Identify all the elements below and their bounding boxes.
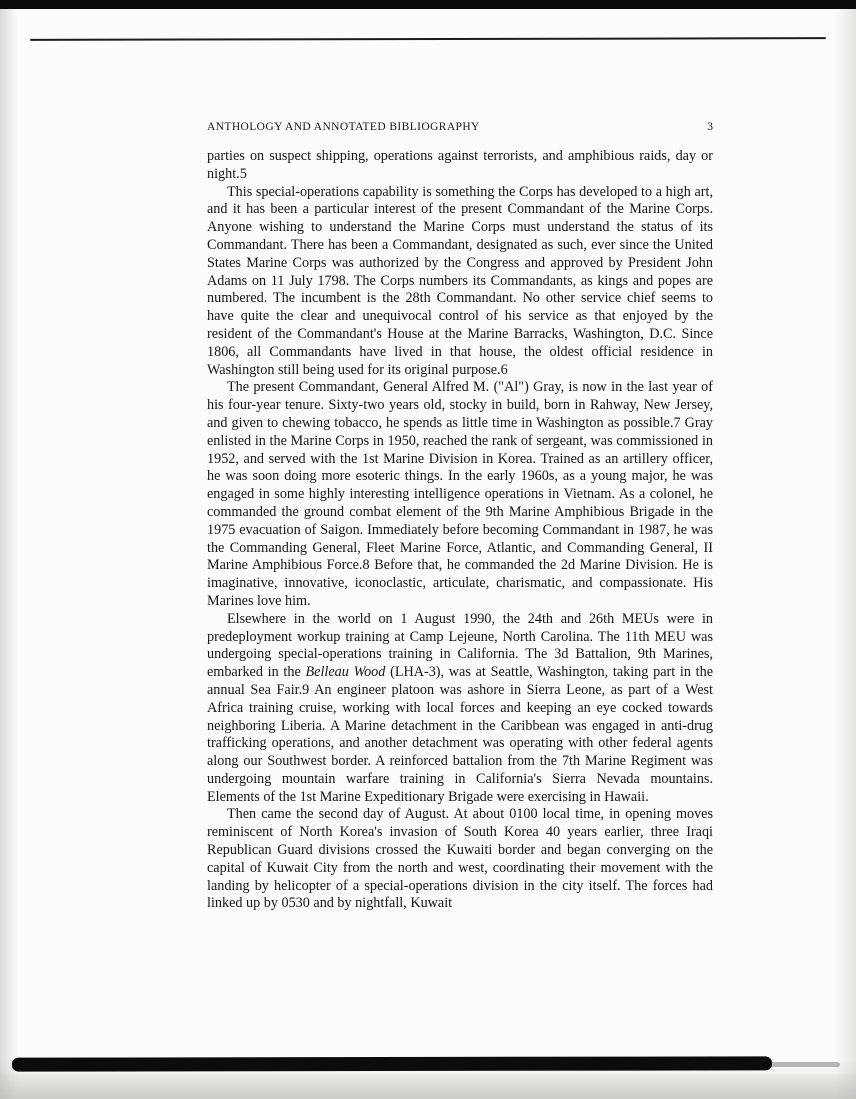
scan-artifact-top-bar [0,0,856,9]
text-run: (LHA-3), was at Seattle, Washington, taking part in the annual Sea Fair.9 An engineer platoon was ashore in Sierra Leone, as part of a West Africa training cruise, working with local forces and keeping an eye cocked towards neighboring Liberia. A Marine detachment in the Caribbean was engaged in anti-drug trafficking operations, and another detachment was operating with other federal agents along our Southwest border. A reinforced battalion from the 7th Marine Regiment was undergoing mountain warfare training in California's Sierra Nevada mountains. Elements of the 1st Marine Expeditionary Brigade were exercising in Hawaii. [207,664,713,805]
paragraph [207,184,713,380]
paragraph [207,806,713,913]
scan-artifact-bottom-strip [770,1062,840,1067]
italic-text-run: Belleau Wood [305,664,386,681]
paragraph [207,611,713,807]
running-title: ANTHOLOGY AND ANNOTATED BIBLIOGRAPHY [207,121,480,133]
page-header [207,121,713,133]
page-body-text [207,148,713,913]
text-run: Then came the second day of August. At about 0100 local time, in opening moves reminiscent of North Korea's invasion of South Korea 40 years earlier, three Iraqi Republican Guard divisions crossed the Kuwaiti border and began converging on the capital of Kuwait City from the north and west, coordinating their movement with the landing by helicopter of a special-operations division in the city itself. The forces had linked up by 0530 and by nightfall, Kuwait [207,806,713,912]
paragraph [207,379,713,610]
text-run: The present Commandant, General Alfred M. ("Al") Gray, is now in the last year of his four-year tenure. Sixty-two years old, stocky in build, born in Rahway, New Jersey, and given to chewing tobacco, he spends as little time in Washington as possible.7 Gray enlisted in the Marine Corps in 1950, reached the rank of sergeant, was commissioned in 1952, and served with the 1st Marine Division in Korea. Trained as an artillery officer, he was soon doing more esoteric things. In the early 1960s, as a young major, he was engaged in some highly interesting intelligence operations in Vietnam. As a colonel, he commanded the ground combat element of the 9th Marine Amphibious Brigade in the 1975 evacuation of Saigon. Immediately before becoming Commandant in 1987, he was the Commanding General, Fleet Marine Force, Atlantic, and Commanding General, II Marine Amphibious Force.8 Before that, he commanded the 2d Marine Division. He is imaginative, innovative, iconoclastic, articulate, charismatic, and compassionate. His Marines love him. [207,379,713,609]
paragraph [207,148,713,184]
scan-artifact-bottom-fade [0,1074,856,1099]
text-run: Elsewhere in the world on 1 August 1990, the 24th and 26th MEUs were in predeployment workup training at Camp Lejeune, North Carolina. The 11th MEU was undergoing special-operations training in California. The 3d Battalion, 9th Marines, embarked in the [207,610,713,681]
scan-artifact-bottom-bar [12,1056,772,1071]
text-run: This special-operations capability is something the Corps has developed to a high art, and it has been a particular interest of the present Commandant of the Marine Corps. Anyone wishing to understand the Marine Corps must understand the status of its Commandant. There has been a Commandant, designated as such, ever since the United States Marine Corps was authorized by the Congress and approved by President John Adams on 11 July 1798. The Corps numbers its Commandants, as kings and popes are numbered. The incumbent is the 28th Commandant. No other service chief seems to have quite the clear and unequivocal control of his service as that enjoyed by the resident of the Commandant's House at the Marine Barracks, Washington, D.C. Since 1806, all Commandants have lived in that house, the oldest official residence in Washington still being used for its original purpose.6 [207,183,713,378]
page-number: 3 [707,121,713,133]
scan-artifact-top-line [30,37,826,41]
text-run: parties on suspect shipping, operations against terrorists, and amphibious raids, day or night.5 [207,148,713,182]
